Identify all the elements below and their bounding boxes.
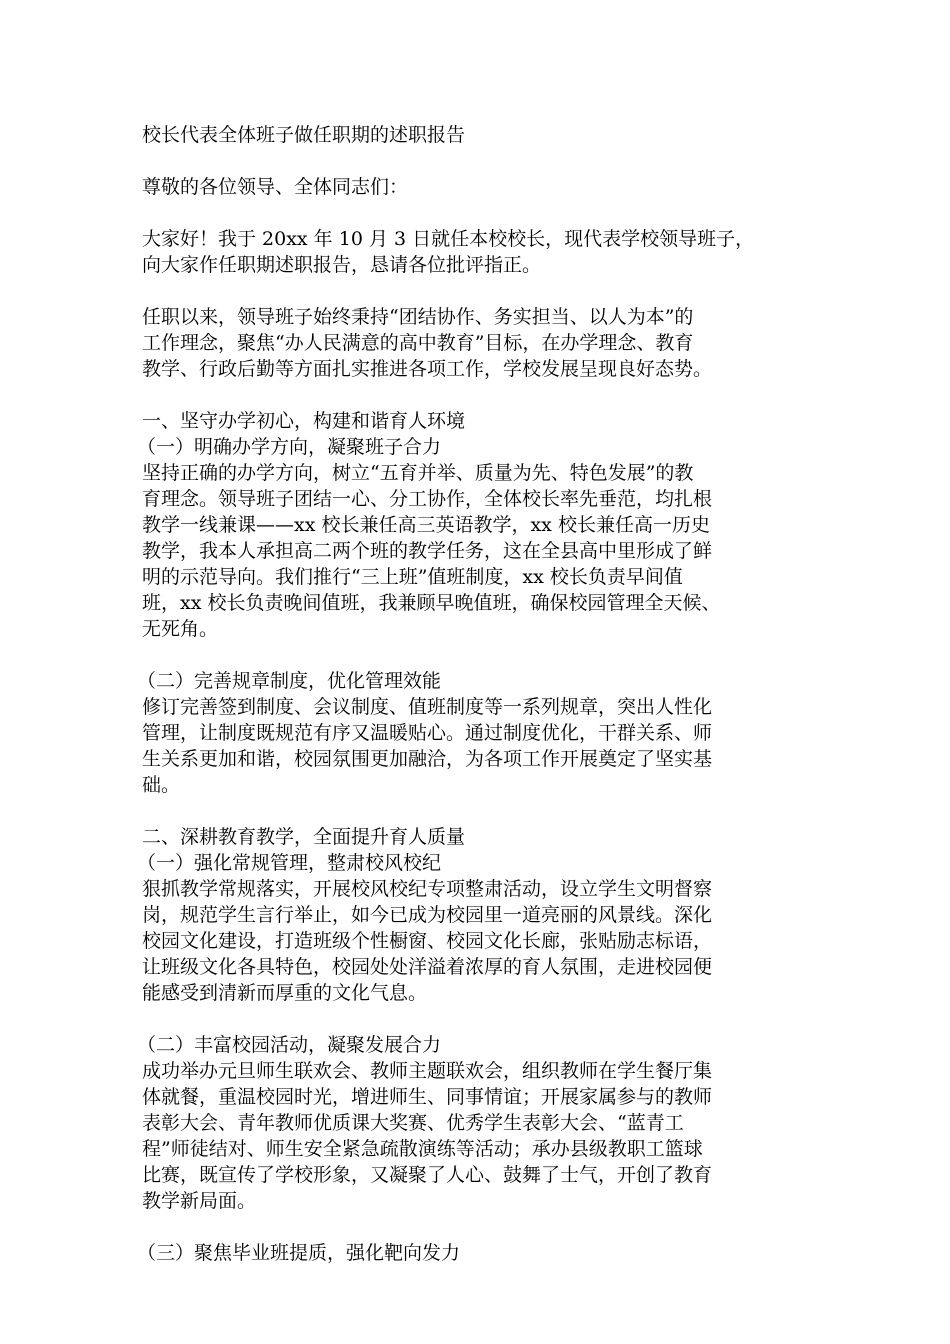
intro-line: 大家好！我于 20xx 年 10 月 3 日就任本校校长，现代表学校领导班子， [142, 228, 755, 250]
body-line: 教学新局面。 [142, 1190, 257, 1212]
subsection-heading: （一）强化常规管理，整肃校风校纪 [137, 852, 442, 874]
body-line: 表彰大会、青年教师优质课大奖赛、优秀学生表彰大会、“蓝青工 [142, 1112, 684, 1134]
overview-line: 工作理念，聚焦“办人民满意的高中教育”目标，在办学理念、教育 [142, 332, 694, 354]
body-line: 班，xx 校长负责晚间值班，我兼顾早晚值班，确保校园管理全天候、 [142, 592, 721, 614]
body-line: 修订完善签到制度、会议制度、值班制度等一系列规章，突出人性化 [142, 696, 713, 718]
subsection-heading: （三）聚焦毕业班提质，强化靶向发力 [137, 1242, 461, 1264]
body-line: 育理念。领导班子团结一心、分工协作，全体校长率先垂范，均扎根 [142, 488, 713, 510]
subsection-heading: （一）明确办学方向，凝聚班子合力 [137, 436, 442, 458]
body-line: 明的示范导向。我们推行“三上班”值班制度，xx 校长负责早间值 [142, 566, 683, 588]
overview-paragraph [142, 304, 828, 382]
body-line: 础。 [142, 774, 181, 796]
subsection-body [142, 876, 828, 1006]
body-line: 坚持正确的办学方向，树立“五育并举、质量为先、特色发展”的教 [142, 462, 694, 484]
body-line: 教学一线兼课——xx 校长兼任高三英语教学，xx 校长兼任高一历史 [142, 514, 710, 536]
subsection-body [142, 460, 828, 642]
body-line: 校园文化建设，打造班级个性橱窗、校园文化长廊，张贴励志标语， [142, 930, 713, 952]
section-heading: 一、坚守办学初心，构建和谐育人环境 [142, 410, 466, 432]
intro-line: 向大家作任职期述职报告，恳请各位批评指正。 [142, 254, 542, 276]
body-line: 岗，规范学生言行举止，如今已成为校园里一道亮丽的风景线。深化 [142, 904, 713, 926]
body-line: 教学，我本人承担高二两个班的教学任务，这在全县高中里形成了鲜 [142, 540, 713, 562]
body-line: 生关系更加和谐，校园氛围更加融洽，为各项工作开展奠定了坚实基 [142, 748, 713, 770]
subsection-body [142, 694, 828, 798]
body-line: 无死角。 [142, 618, 219, 640]
subsection-heading: （二）完善规章制度，优化管理效能 [137, 670, 442, 692]
overview-line: 教学、行政后勤等方面扎实推进各项工作，学校发展呈现良好态势。 [142, 358, 713, 380]
body-line: 比赛，既宣传了学校形象，又凝聚了人心、鼓舞了士气，开创了教育 [142, 1164, 713, 1186]
body-line: 成功举办元旦师生联欢会、教师主题联欢会，组织教师在学生餐厅集 [142, 1060, 713, 1082]
section-2 [137, 824, 828, 1266]
document-title: 校长代表全体班子做任职期的述职报告 [142, 124, 466, 146]
subsection-heading: （二）丰富校园活动，凝聚发展合力 [137, 1034, 442, 1056]
body-line: 能感受到清新而厚重的文化气息。 [142, 982, 428, 1004]
section-heading: 二、深耕教育教学，全面提升育人质量 [142, 826, 466, 848]
body-line: 程”师徒结对、师生安全紧急疏散演练等活动；承办县级教职工篮球 [142, 1138, 703, 1160]
intro-paragraph [142, 226, 828, 278]
body-line: 管理，让制度既规范有序又温暖贴心。通过制度优化，干群关系、师 [142, 722, 713, 744]
document-page [137, 122, 828, 1266]
section-1 [137, 408, 828, 798]
body-line: 狠抓教学常规落实，开展校风校纪专项整肃活动，设立学生文明督察 [142, 878, 713, 900]
greeting: 尊敬的各位领导、全体同志们： [142, 176, 409, 198]
body-line: 让班级文化各具特色，校园处处洋溢着浓厚的育人氛围，走进校园便 [142, 956, 713, 978]
overview-line: 任职以来，领导班子始终秉持“团结协作、务实担当、以人为本”的 [142, 306, 694, 328]
subsection-body [142, 1058, 828, 1214]
body-line: 体就餐，重温校园时光，增进师生、同事情谊；开展家属参与的教师 [142, 1086, 713, 1108]
